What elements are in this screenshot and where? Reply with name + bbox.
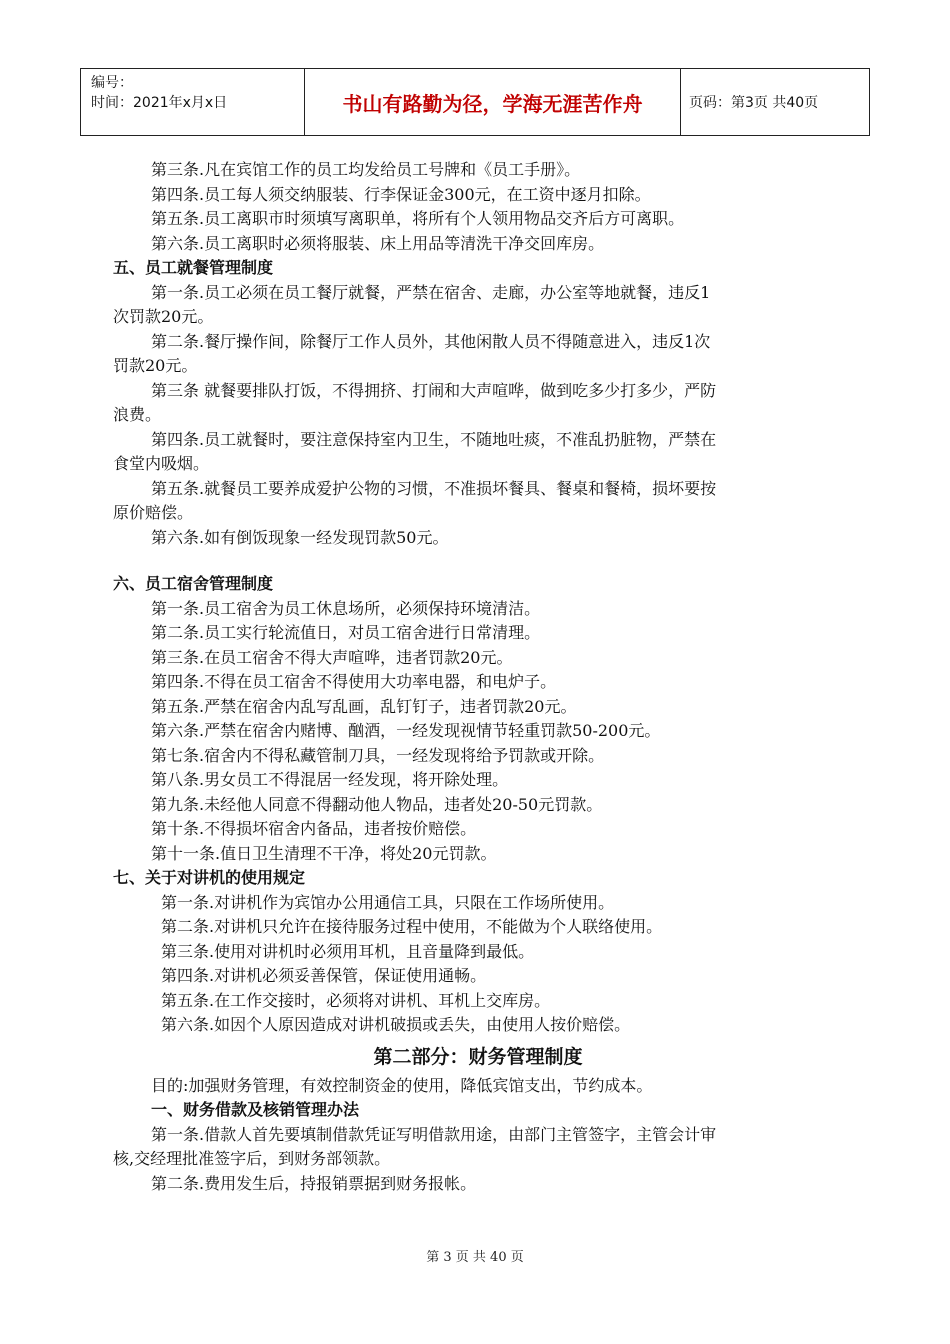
page-header: [80, 68, 870, 136]
paragraph: 第九条.未经他人同意不得翻动他人物品，违者处20-50元罚款。: [151, 794, 603, 814]
page-footer: 第 3 页 共 40 页: [426, 1250, 524, 1265]
paragraph: 第二条.对讲机只允许在接待服务过程中使用，不能做为个人联络使用。: [161, 917, 663, 936]
paragraph: 第一条.借款人首先要填制借款凭证写明借款用途，由部门主管签字，主管会计审: [151, 1124, 717, 1144]
section-heading: 一、财务借款及核销管理办法: [151, 1100, 360, 1119]
paragraph-continuation: 次罚款20元。: [113, 307, 214, 326]
document-body: [113, 158, 843, 1196]
section-heading: 五、员工就餐管理制度: [113, 258, 274, 277]
paragraph: 第四条.员工就餐时，要注意保持室内卫生，不随地吐痰，不准乱扔脏物，严禁在: [151, 429, 717, 449]
paragraph: 第三条.在员工宿舍不得大声喧哗，违者罚款20元。: [151, 647, 513, 667]
document-date-label: 时间：2021年x月x日: [91, 95, 228, 111]
paragraph: 第七条.宿舍内不得私藏管制刀具，一经发现将给予罚款或开除。: [151, 745, 605, 765]
paragraph: 第五条.就餐员工要养成爱护公物的习惯，不准损坏餐具、餐桌和餐椅，损坏要按: [151, 478, 717, 498]
paragraph: 第三条.使用对讲机时必须用耳机，且音量降到最低。: [161, 941, 535, 961]
paragraph: 第六条.员工离职时必须将服装、床上用品等清洗干净交回库房。: [151, 233, 605, 253]
document-number-label: 编号：: [91, 75, 133, 91]
paragraph: 第十一条.值日卫生清理不干净，将处20元罚款。: [151, 843, 497, 863]
header-page-number: 页码：第3页 共40页: [689, 95, 819, 111]
paragraph: 第八条.男女员工不得混居一经发现，将开除处理。: [151, 770, 509, 789]
section-heading: 六、员工宿舍管理制度: [113, 574, 274, 593]
paragraph-continuation: 核,交经理批准签字后，到财务部领款。: [113, 1149, 391, 1168]
header-meta: [81, 69, 305, 135]
paragraph-continuation: 原价赔偿。: [113, 503, 194, 522]
section-heading: 七、关于对讲机的使用规定: [113, 868, 306, 887]
paragraph: 第一条.对讲机作为宾馆办公用通信工具，只限在工作场所使用。: [161, 892, 615, 912]
paragraph: 第三条 就餐要排队打饭，不得拥挤、打闹和大声喧哗，做到吃多少打多少，严防: [151, 380, 717, 400]
paragraph: 第四条.对讲机必须妥善保管，保证使用通畅。: [161, 966, 487, 985]
paragraph: 第六条.如有倒饭现象一经发现罚款50元。: [151, 527, 449, 547]
paragraph: 第五条.在工作交接时，必须将对讲机、耳机上交库房。: [161, 990, 551, 1010]
paragraph: 目的:加强财务管理，有效控制资金的使用，降低宾馆支出，节约成本。: [151, 1075, 653, 1095]
paragraph: 第五条.员工离职市时须填写离职单，将所有个人领用物品交齐后方可离职。: [151, 209, 685, 228]
paragraph: 第五条.严禁在宿舍内乱写乱画，乱钉钉子，违者罚款20元。: [151, 696, 577, 716]
paragraph-continuation: 食堂内吸烟。: [113, 454, 210, 473]
paragraph: 第四条.不得在员工宿舍不得使用大功率电器，和电炉子。: [151, 672, 557, 691]
header-motto: 书山有路勤为径，学海无涯苦作舟: [305, 69, 681, 135]
paragraph: 第一条.员工宿舍为员工休息场所，必须保持环境清洁。: [151, 598, 541, 618]
paragraph-continuation: 罚款20元。: [113, 356, 198, 375]
paragraph: 第六条.严禁在宿舍内赌博、酗酒，一经发现视情节轻重罚款50-200元。: [151, 721, 661, 740]
paragraph: 第四条.员工每人须交纳服装、行李保证金300元，在工资中逐月扣除。: [151, 184, 651, 204]
part-heading: 第二部分：财务管理制度: [373, 1045, 583, 1068]
paragraph: 第十条.不得损坏宿舍内备品，违者按价赔偿。: [151, 819, 477, 838]
paragraph: 第三条.凡在宾馆工作的员工均发给员工号牌和《员工手册》。: [151, 160, 581, 179]
paragraph: 第六条.如因个人原因造成对讲机破损或丢失，由使用人按价赔偿。: [161, 1015, 631, 1034]
paragraph: 第二条.员工实行轮流值日，对员工宿舍进行日常清理。: [151, 623, 541, 642]
paragraph: 第一条.员工必须在员工餐厅就餐，严禁在宿舍、走廊，办公室等地就餐，违反1: [151, 282, 711, 302]
paragraph: 第二条.费用发生后，持报销票据到财务报帐。: [151, 1173, 477, 1193]
paragraph: 第二条.餐厅操作间，除餐厅工作人员外，其他闲散人员不得随意进入，违反1次: [151, 331, 711, 351]
paragraph-continuation: 浪费。: [113, 405, 162, 424]
spacer: [113, 550, 843, 572]
